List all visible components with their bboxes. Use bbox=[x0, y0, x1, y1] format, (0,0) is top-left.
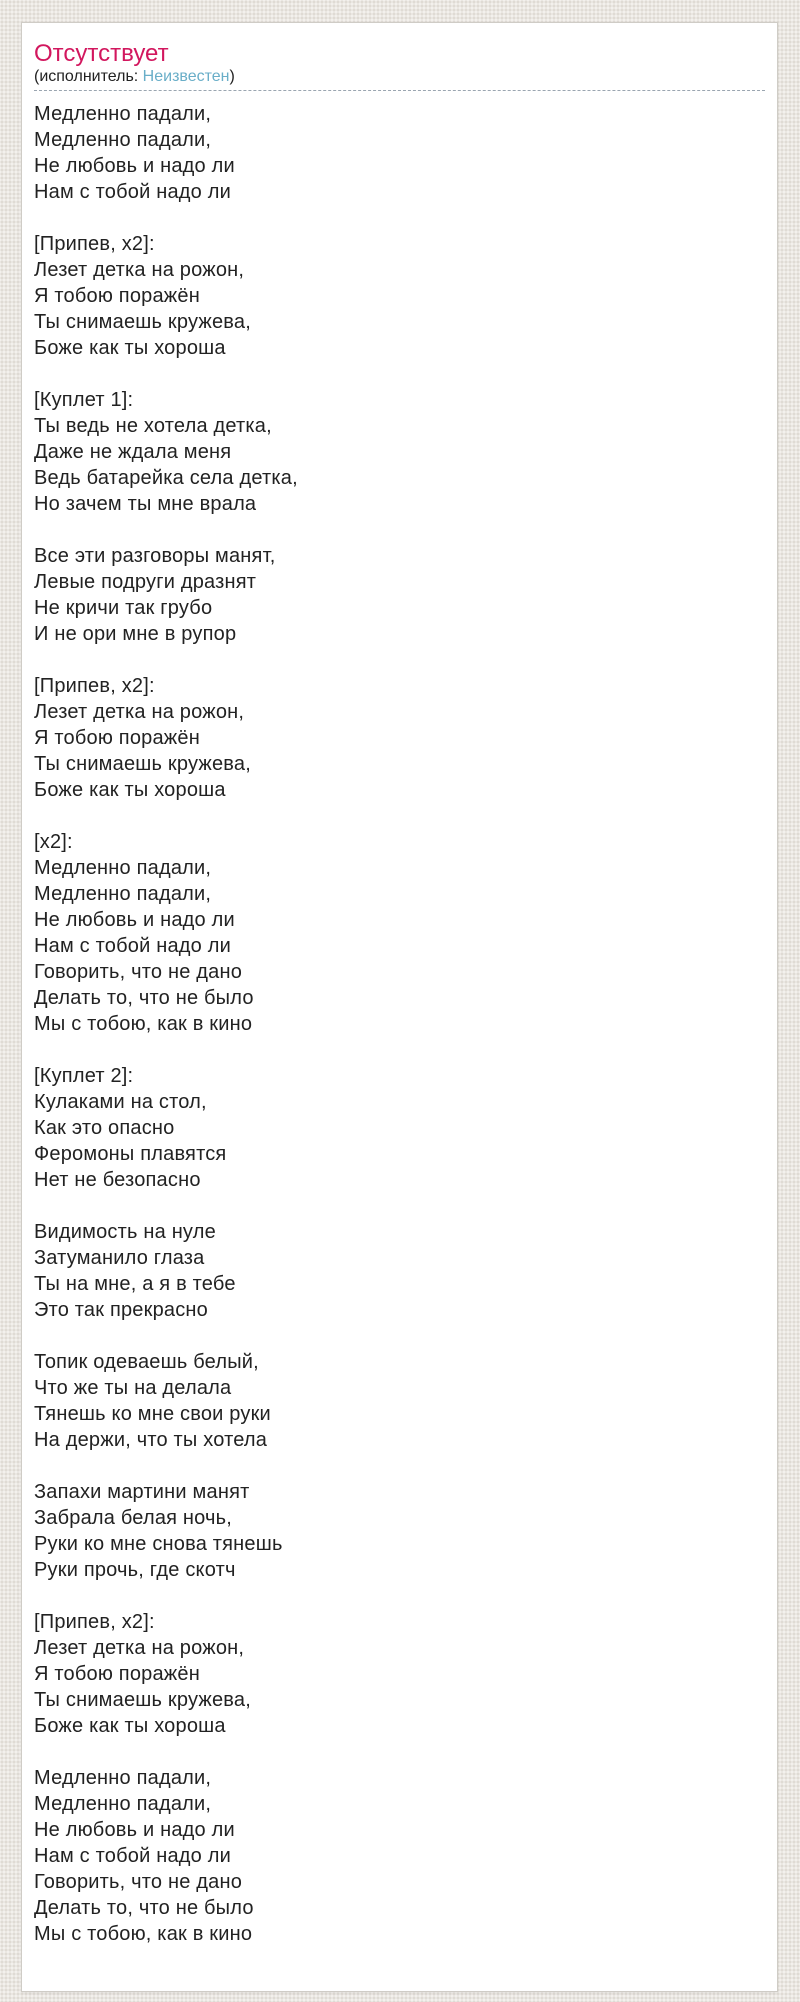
stanza bbox=[34, 1063, 765, 1193]
lyric-line: Медленно падали, bbox=[34, 1793, 212, 1815]
lyric-line: Запахи мартини манят bbox=[34, 1481, 250, 1503]
lyric-line: Топик одеваешь белый, bbox=[34, 1351, 259, 1373]
lyric-line: Нам с тобой надо ли bbox=[34, 181, 231, 203]
stanza bbox=[34, 1349, 765, 1453]
lyric-line: Мы с тобою, как в кино bbox=[34, 1013, 253, 1035]
lyric-line: Ты снимаешь кружева, bbox=[34, 1689, 251, 1711]
lyric-line: Ты снимаешь кружева, bbox=[34, 753, 251, 775]
lyric-line: Я тобою поражён bbox=[34, 285, 200, 307]
page-title: Отсутствует bbox=[34, 40, 169, 67]
lyric-line: Нет не безопасно bbox=[34, 1169, 201, 1191]
lyric-line: Левые подруги дразнят bbox=[34, 571, 257, 593]
stanza bbox=[34, 101, 765, 205]
lyric-line: Боже как ты хороша bbox=[34, 1715, 226, 1737]
lyric-line: Медленно падали, bbox=[34, 857, 212, 879]
lyric-line: Мы с тобою, как в кино bbox=[34, 1923, 253, 1945]
lyric-line: Нам с тобой надо ли bbox=[34, 1845, 231, 1867]
stanza bbox=[34, 1609, 765, 1739]
lyric-line: Руки прочь, где скотч bbox=[34, 1559, 236, 1581]
artist-link[interactable]: Неизвестен bbox=[142, 68, 230, 85]
stanza bbox=[34, 673, 765, 803]
lyric-line: Говорить, что не дано bbox=[34, 961, 243, 983]
lyric-line: Кулаками на стол, bbox=[34, 1091, 207, 1113]
lyric-line: Боже как ты хороша bbox=[34, 779, 226, 801]
lyric-line: Говорить, что не дано bbox=[34, 1871, 243, 1893]
lyric-line: Феромоны плавятся bbox=[34, 1143, 227, 1165]
lyric-line: Нам с тобой надо ли bbox=[34, 935, 231, 957]
lyric-line: На держи, что ты хотела bbox=[34, 1429, 268, 1451]
lyric-line: Боже как ты хороша bbox=[34, 337, 226, 359]
lyric-line: Медленно падали, bbox=[34, 883, 212, 905]
lyric-line: Лезет детка на рожон, bbox=[34, 259, 245, 281]
stanza bbox=[34, 231, 765, 361]
lyric-line: Затуманило глаза bbox=[34, 1247, 205, 1269]
lyric-line: Медленно падали, bbox=[34, 103, 212, 125]
lyric-line: [Припев, x2]: bbox=[34, 233, 155, 255]
lyric-line: [Припев, x2]: bbox=[34, 1611, 155, 1633]
lyric-line: Не кричи так грубо bbox=[34, 597, 213, 619]
stanza bbox=[34, 387, 765, 517]
lyric-line: Ты на мне, а я в тебе bbox=[34, 1273, 236, 1295]
stanza bbox=[34, 543, 765, 647]
lyric-line: Лезет детка на рожон, bbox=[34, 1637, 245, 1659]
lyric-line: Медленно падали, bbox=[34, 1767, 212, 1789]
header bbox=[34, 39, 765, 91]
lyric-line: Но зачем ты мне врала bbox=[34, 493, 257, 515]
stanza bbox=[34, 1765, 765, 1947]
lyrics-text bbox=[34, 101, 765, 1947]
lyric-line: Ведь батарейка села детка, bbox=[34, 467, 298, 489]
stanza bbox=[34, 1479, 765, 1583]
lyric-line: Медленно падали, bbox=[34, 129, 212, 151]
lyrics-card bbox=[21, 22, 778, 1992]
lyric-line: Видимость на нуле bbox=[34, 1221, 216, 1243]
lyric-line: Как это опасно bbox=[34, 1117, 175, 1139]
lyric-line: Все эти разговоры манят, bbox=[34, 545, 276, 567]
lyric-line: [Куплет 1]: bbox=[34, 389, 134, 411]
artist-line-suffix: ) bbox=[229, 68, 235, 85]
lyric-line: Делать то, что не было bbox=[34, 987, 254, 1009]
stanza bbox=[34, 1219, 765, 1323]
lyric-line: [Куплет 2]: bbox=[34, 1065, 134, 1087]
lyric-line: [Припев, x2]: bbox=[34, 675, 155, 697]
stanza bbox=[34, 829, 765, 1037]
lyric-line: Забрала белая ночь, bbox=[34, 1507, 233, 1529]
lyric-line: Не любовь и надо ли bbox=[34, 1819, 235, 1841]
lyric-line: [x2]: bbox=[34, 831, 73, 853]
artist-line bbox=[34, 68, 765, 86]
lyric-line: Лезет детка на рожон, bbox=[34, 701, 245, 723]
lyric-line: Тянешь ко мне свои руки bbox=[34, 1403, 271, 1425]
lyric-line: Это так прекрасно bbox=[34, 1299, 208, 1321]
lyric-line: И не ори мне в рупор bbox=[34, 623, 237, 645]
lyric-line: Даже не ждала меня bbox=[34, 441, 232, 463]
artist-label: (исполнитель: bbox=[34, 68, 143, 85]
lyric-line: Что же ты на делала bbox=[34, 1377, 232, 1399]
lyric-line: Не любовь и надо ли bbox=[34, 155, 235, 177]
lyric-line: Ты ведь не хотела детка, bbox=[34, 415, 272, 437]
lyric-line: Ты снимаешь кружева, bbox=[34, 311, 251, 333]
lyric-line: Делать то, что не было bbox=[34, 1897, 254, 1919]
lyric-line: Руки ко мне снова тянешь bbox=[34, 1533, 283, 1555]
lyric-line: Я тобою поражён bbox=[34, 1663, 200, 1685]
lyric-line: Не любовь и надо ли bbox=[34, 909, 235, 931]
lyric-line: Я тобою поражён bbox=[34, 727, 200, 749]
